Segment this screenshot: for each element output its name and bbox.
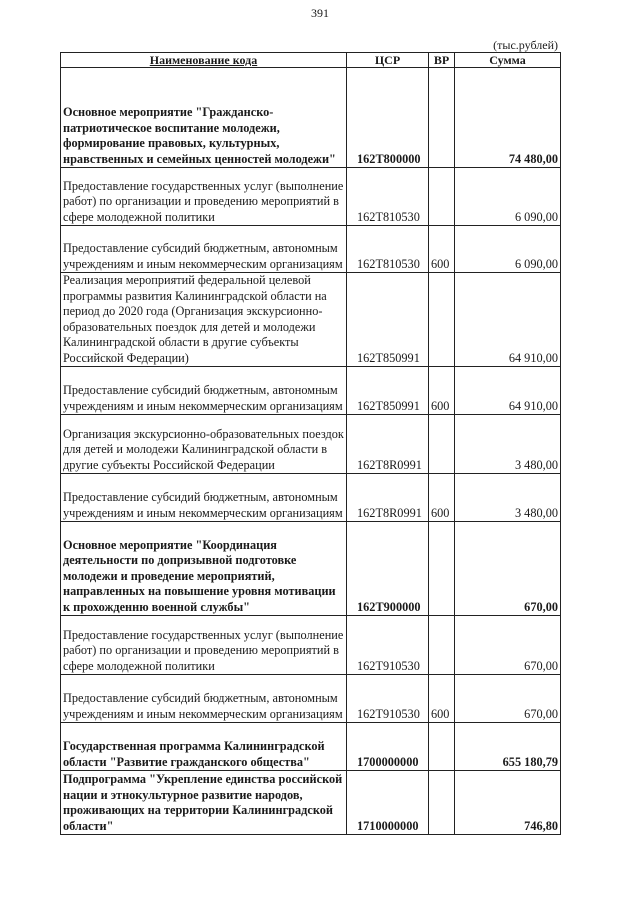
header-name: Наименование кода xyxy=(61,53,347,68)
header-sum: Сумма xyxy=(455,53,561,68)
table-row xyxy=(61,168,561,226)
units-label: (тыс.рублей) xyxy=(493,38,558,52)
row-sum: 6 090,00 xyxy=(455,168,561,226)
row-vr: 600 xyxy=(429,675,455,723)
row-name: Подпрограмма "Укрепление единства российской нации и этнокультурное развитие народов, проживающих на территории Калининградской области" xyxy=(61,771,347,835)
table-row xyxy=(61,675,561,723)
row-name: Предоставление субсидий бюджетным, автономным учреждениям и иным некоммерческим организациям xyxy=(61,675,347,723)
row-csr: 162Т910530 xyxy=(347,675,429,723)
table-row xyxy=(61,367,561,415)
row-sum: 3 480,00 xyxy=(455,474,561,522)
header-vr: ВР xyxy=(429,53,455,68)
row-csr: 162Т810530 xyxy=(347,168,429,226)
table-row xyxy=(61,226,561,273)
table-row xyxy=(61,616,561,675)
row-csr: 162Т850991 xyxy=(347,367,429,415)
row-vr xyxy=(429,415,455,474)
row-vr: 600 xyxy=(429,226,455,273)
row-csr: 162Т850991 xyxy=(347,273,429,367)
row-vr: 600 xyxy=(429,367,455,415)
row-sum: 670,00 xyxy=(455,616,561,675)
row-csr: 162Т810530 xyxy=(347,226,429,273)
row-sum: 655 180,79 xyxy=(455,723,561,771)
row-name: Основное мероприятие "Координация деятельности по допризывной подготовке молодежи и проведение мероприятий, направленных на повышение уровня мотивации к прохожденню военной службы" xyxy=(61,522,347,616)
row-vr xyxy=(429,68,455,168)
row-name: Реализация мероприятий федеральной целевой программы развития Калининградской области на период до 2020 года (Организация экскурсионно-образовательных поездок для детей и молодежи Калининградской области в другие субъекты Российской Федерации) xyxy=(61,273,347,367)
row-sum: 746,80 xyxy=(455,771,561,835)
row-name: Предоставление государственных услуг (выполнение работ) по организации и проведению мероприятий в сфере молодежной политики xyxy=(61,616,347,675)
budget-table xyxy=(60,52,561,835)
table-row xyxy=(61,474,561,522)
row-csr: 1710000000 xyxy=(347,771,429,835)
row-name: Предоставление субсидий бюджетным, автономным учреждениям и иным некоммерческим организациям xyxy=(61,474,347,522)
row-sum: 670,00 xyxy=(455,522,561,616)
row-csr: 162Т910530 xyxy=(347,616,429,675)
row-sum: 670,00 xyxy=(455,675,561,723)
row-sum: 3 480,00 xyxy=(455,415,561,474)
row-sum: 6 090,00 xyxy=(455,226,561,273)
page-number: 391 xyxy=(311,6,329,20)
row-csr: 162Т8R0991 xyxy=(347,415,429,474)
table-header-row xyxy=(61,53,561,68)
row-csr: 162Т900000 xyxy=(347,522,429,616)
row-csr: 162Т8R0991 xyxy=(347,474,429,522)
row-name: Предоставление субсидий бюджетным, автономным учреждениям и иным некоммерческим организациям xyxy=(61,367,347,415)
row-sum: 64 910,00 xyxy=(455,273,561,367)
table-row xyxy=(61,522,561,616)
table-row xyxy=(61,68,561,168)
table-row xyxy=(61,273,561,367)
table-row xyxy=(61,771,561,835)
row-vr xyxy=(429,616,455,675)
row-csr: 1700000000 xyxy=(347,723,429,771)
row-vr xyxy=(429,723,455,771)
row-vr xyxy=(429,168,455,226)
row-vr xyxy=(429,273,455,367)
row-vr: 600 xyxy=(429,474,455,522)
row-sum: 74 480,00 xyxy=(455,68,561,168)
row-name: Основное мероприятие "Гражданско-патриотическое воспитание молодежи, формирование правовых, культурных, нравственных и семейных ценностей молодежи" xyxy=(61,68,347,168)
row-name: Предоставление субсидий бюджетным, автономным учреждениям и иным некоммерческим организациям xyxy=(61,226,347,273)
row-name: Государственная программа Калининградской области "Развитие гражданского общества" xyxy=(61,723,347,771)
row-csr: 162Т800000 xyxy=(347,68,429,168)
table-row xyxy=(61,415,561,474)
row-name: Предоставление государственных услуг (выполнение работ) по организации и проведению мероприятий в сфере молодежной политики xyxy=(61,168,347,226)
row-name: Организация экскурсионно-образовательных поездок для детей и молодежи Калининградской области в другие субъекты Российской Федерации xyxy=(61,415,347,474)
row-sum: 64 910,00 xyxy=(455,367,561,415)
header-csr: ЦСР xyxy=(347,53,429,68)
table-row xyxy=(61,723,561,771)
row-vr xyxy=(429,522,455,616)
row-vr xyxy=(429,771,455,835)
